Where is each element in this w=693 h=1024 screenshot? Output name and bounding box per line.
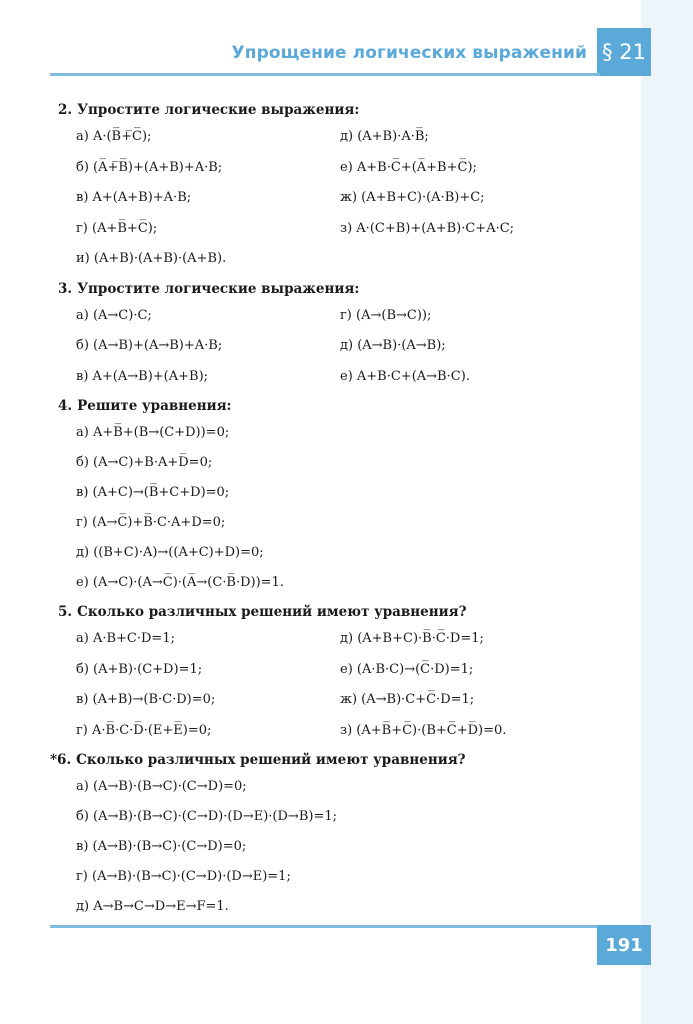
task-3: [58, 279, 598, 393]
task-items: [58, 418, 598, 598]
exercise-item: г) (A+B̅+C̅);: [76, 220, 158, 236]
exercise-item: а) A+B̅+(B→(C+D))=0;: [76, 425, 230, 440]
task-6: [50, 750, 598, 922]
footer-rule: [50, 925, 600, 928]
exercise-item: б) (A→C)+B·A+D̅=0;: [76, 455, 213, 470]
exercise-item: ж) (A+B+C)·(A·B)+C;: [340, 190, 485, 205]
task-4: [58, 396, 598, 598]
exercise-item: г) (A→C̅)+B̅·C·A+D=0;: [76, 515, 226, 530]
task-heading: [50, 750, 598, 770]
task-heading: [58, 396, 598, 416]
task-title: Упростите логические выражения:: [77, 280, 360, 297]
exercise-item: е) (A·B·C)→(C̅·D)=1;: [340, 661, 474, 677]
exercise-item: е) A+B·C+(A→B·C).: [340, 368, 470, 384]
exercise-item: г) A·B̅·C·D̅·(E+E̅)=0;: [76, 722, 212, 738]
exercise-item: а) A·(B̅+̅C̅);: [76, 129, 152, 144]
margin-strip: [641, 0, 693, 1024]
task-title: Упростите логические выражения:: [77, 102, 360, 118]
exercise-item: д) (A→B)·(A→B);: [340, 338, 446, 353]
exercise-item: а) A·B+C·D=1;: [76, 631, 175, 646]
exercise-item: ж) (A→B)·C+C̅·D=1;: [340, 692, 475, 707]
exercise-item: д) A→B→C→D→E→F=1.: [76, 899, 229, 914]
task-number: 5.: [58, 604, 73, 620]
task-5: [58, 602, 598, 746]
task-heading: [58, 279, 598, 299]
exercise-item: б) (A→B)+(A→B)+A·B;: [76, 338, 223, 353]
task-title: Решите уравнения:: [77, 398, 232, 414]
exercise-item: а) (A→B)·(B→C)·(C→D)=0;: [76, 779, 247, 794]
task-items: [58, 772, 598, 922]
exercise-item: в) A+(A+B)+A·B;: [76, 190, 192, 205]
exercise-item: з) (A+B̅+C̅)·(B+C̅+D̅)=0.: [340, 722, 507, 738]
exercise-item: в) A+(A→B)+(A+B);: [76, 368, 209, 384]
exercise-list: [50, 100, 598, 926]
exercise-item: г) (A→B)·(B→C)·(C→D)·(D→E)=1;: [76, 869, 291, 884]
task-heading: [58, 602, 598, 622]
exercise-item: е) A+B·C̅+(A̅+B+C̅);: [340, 159, 477, 175]
task-items: [58, 624, 598, 746]
exercise-item: з) A·(C+B)+(A+B)·C+A·C;: [340, 220, 515, 236]
exercise-item: д) (A+B+C)·B̅·C̅·D=1;: [340, 631, 484, 646]
exercise-item: г) (A→(B→C));: [340, 307, 432, 323]
task-number: 3.: [58, 280, 73, 297]
task-items: [58, 301, 598, 393]
header-rule: [50, 73, 600, 76]
running-header-title: Упрощение логических выражений: [231, 43, 587, 63]
page-number: 191: [597, 925, 651, 965]
exercise-item: б) (A→B)·(B→C)·(C→D)·(D→E)·(D→B)=1;: [76, 809, 337, 824]
exercise-item: и) (A+B)·(A+B)·(A+B).: [76, 251, 227, 266]
exercise-item: д) ((B+C)·A)→((A+C)+D)=0;: [76, 545, 264, 560]
task-number: 4.: [58, 398, 73, 414]
exercise-item: в) (A+B)→(B·C·D)=0;: [76, 692, 216, 707]
task-number: 2.: [58, 102, 73, 118]
task-heading: [58, 100, 598, 120]
exercise-item: в) (A+C)→(B̅+C+D)=0;: [76, 485, 230, 500]
exercise-item: д) (A+B)·A·B̅;: [340, 129, 429, 144]
exercise-item: в) (A→B)·(B→C)·(C→D)=0;: [76, 839, 247, 854]
section-tab: § 21: [597, 28, 651, 76]
exercise-item: а) (A→C)·C;: [76, 307, 152, 323]
exercise-item: е) (A→C)·(A→C̅)·(A̅→(C·B̅·D))=1.: [76, 575, 284, 590]
task-title: Сколько различных решений имеют уравнения?: [77, 604, 467, 620]
exercise-item: б) (A+B)·(C+D)=1;: [76, 661, 203, 677]
task-number: *6.: [50, 752, 72, 768]
task-2: [58, 100, 598, 275]
task-items: [58, 122, 598, 275]
exercise-item: б) (A̅+̅B̅)+(A+B)+A·B;: [76, 159, 223, 175]
task-title: Сколько различных решений имеют уравнения?: [76, 752, 466, 768]
